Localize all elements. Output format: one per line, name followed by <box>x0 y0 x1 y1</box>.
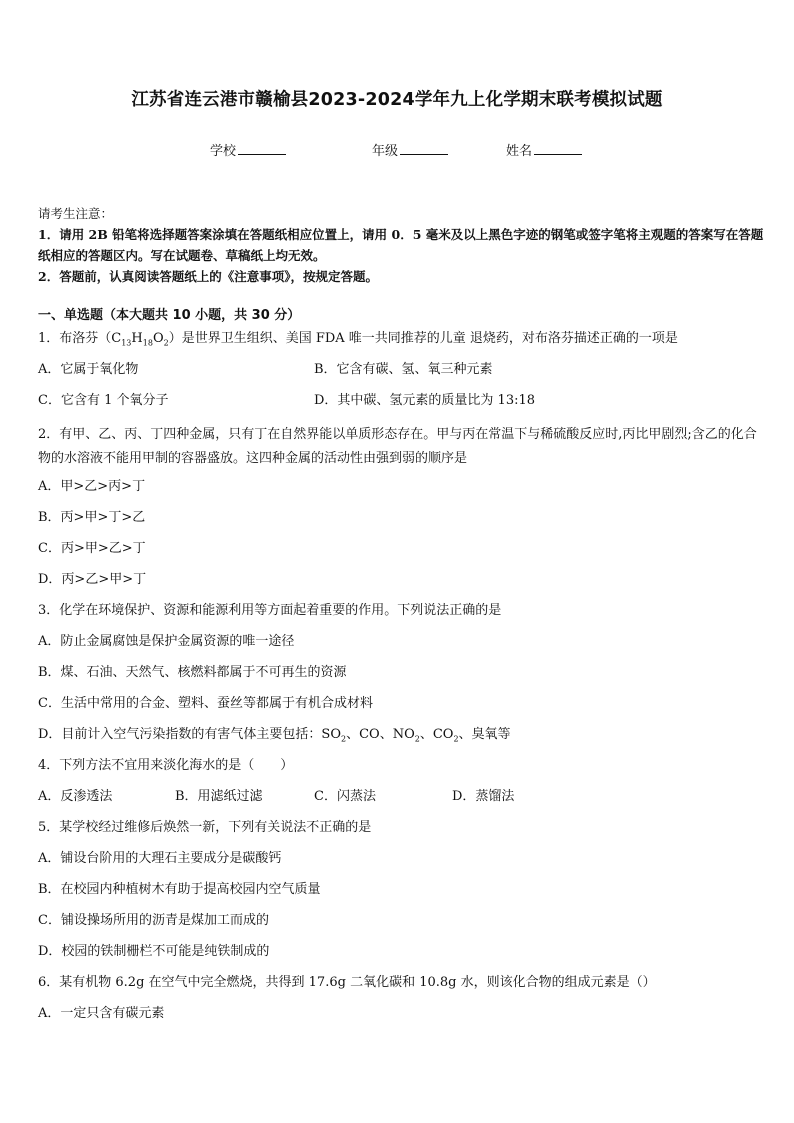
school-field <box>210 140 286 159</box>
notice-heading: 请考生注意： <box>38 206 114 221</box>
q6-option-a: A．一定只含有碳元素 <box>38 1006 165 1021</box>
q3-d-text-b: 、CO、NO <box>346 727 415 742</box>
q3-d-sub-3: 2 <box>453 734 459 744</box>
q1-option-c: C．它含有 1 个氧分子 <box>38 393 169 408</box>
grade-field <box>372 140 448 159</box>
question-6-stem: 6．某有机物 6.2g 在空气中完全燃烧，共得到 17.6g 二氧化碳和 10.8g 水，则该化合物的组成元素是（） <box>38 975 656 990</box>
q5-option-b: B．在校园内种植树木有助于提高校园内空气质量 <box>38 882 321 897</box>
grade-blank <box>400 142 448 155</box>
q3-option-c: C．生活中常用的合金、塑料、蚕丝等都属于有机合成材料 <box>38 696 373 711</box>
question-3-stem: 3．化学在环境保护、资源和能源利用等方面起着重要的作用。下列说法正确的是 <box>38 603 502 618</box>
q2-option-d: D．丙>乙>甲>丁 <box>38 572 147 587</box>
section-heading: 一、单选题（本大题共 10 小题，共 30 分） <box>38 308 301 323</box>
name-field <box>506 140 582 159</box>
q4-option-c: C．闪蒸法 <box>314 789 376 804</box>
q1-sub-2: 18 <box>142 338 153 348</box>
q1-text-d: ）是世界卫生组织、美国 FDA 唯一共同推荐的儿童 退烧药，对布洛芬描述正确的一项是 <box>168 331 678 346</box>
q3-option-d <box>38 726 764 757</box>
question-1-stem <box>38 330 764 361</box>
question-4-options-row <box>38 788 764 819</box>
question-4-stem: 4．下列方法不宜用来淡化海水的是（ ） <box>38 758 294 773</box>
q1-sub-1: 13 <box>121 338 132 348</box>
q5-option-a: A．铺设台阶用的大理石主要成分是碳酸钙 <box>38 851 282 866</box>
q4-option-d: D．蒸馏法 <box>452 789 515 804</box>
q4-option-b: B．用滤纸过滤 <box>175 789 263 804</box>
q3-option-a: A．防止金属腐蚀是保护金属资源的唯一途径 <box>38 634 295 649</box>
q1-text-b: H <box>131 331 143 346</box>
q3-d-sub-1: 2 <box>341 734 347 744</box>
q4-option-a: A．反渗透法 <box>38 789 113 804</box>
q5-option-c: C．铺设操场所用的沥青是煤加工而成的 <box>38 913 269 928</box>
name-label: 姓名 <box>506 144 533 159</box>
q3-d-text-c: 、CO <box>419 727 454 742</box>
q3-d-text-d: 、臭氧等 <box>458 727 511 742</box>
question-2-stem: 2．有甲、乙、丙、丁四种金属，只有丁在自然界能以单质形态存在。甲与丙在常温下与稀硫酸反应时,丙比甲剧烈;含乙的化合物的水溶液不能用甲制的容器盛放。这四种金属的活动性由强到弱的顺序是 <box>38 427 757 466</box>
school-label: 学校 <box>210 144 237 159</box>
question-1-options-row-2 <box>38 392 764 423</box>
q1-option-a: A．它属于氧化物 <box>38 362 139 377</box>
questions <box>38 304 764 1036</box>
q1-option-b: B．它含有碳、氢、氧三种元素 <box>314 362 493 377</box>
question-5-stem: 5．某学校经过维修后焕然一新，下列有关说法不正确的是 <box>38 820 372 835</box>
q1-option-d: D．其中碳、氢元素的质量比为 13:18 <box>314 393 536 408</box>
notice-item-2: 2．答题前，认真阅读答题纸上的《注意事项》，按规定答题。 <box>38 269 378 284</box>
q2-option-b: B．丙>甲>丁>乙 <box>38 510 146 525</box>
q3-d-sub-2: 2 <box>414 734 420 744</box>
q1-text-c: O <box>152 331 164 346</box>
page-title: 江苏省连云港市赣榆县2023-2024学年九上化学期末联考模拟试题 <box>131 90 663 110</box>
q2-option-c: C．丙>甲>乙>丁 <box>38 541 146 556</box>
q2-option-a: A．甲>乙>丙>丁 <box>38 479 146 494</box>
exam-notice <box>38 203 764 287</box>
q3-d-text-a: D．目前计入空气污染指数的有害气体主要包括：SO <box>38 727 341 742</box>
name-blank <box>534 142 582 155</box>
grade-label: 年级 <box>372 144 399 159</box>
q3-option-b: B．煤、石油、天然气、核燃料都属于不可再生的资源 <box>38 665 347 680</box>
question-1-options-row-1 <box>38 361 764 392</box>
school-blank <box>238 142 286 155</box>
q1-sub-3: 2 <box>163 338 169 348</box>
q1-text-a: 1．布洛芬（C <box>38 331 122 346</box>
notice-item-1: 1．请用 2B 铅笔将选择题答案涂填在答题纸相应位置上，请用 0．5 毫米及以上黑色字迹的钢笔或签字笔将主观题的答案写在答题纸相应的答题区内。写在试题卷、草稿纸上均无效。 <box>38 227 764 263</box>
q5-option-d: D．校园的铁制栅栏不可能是纯铁制成的 <box>38 944 270 959</box>
